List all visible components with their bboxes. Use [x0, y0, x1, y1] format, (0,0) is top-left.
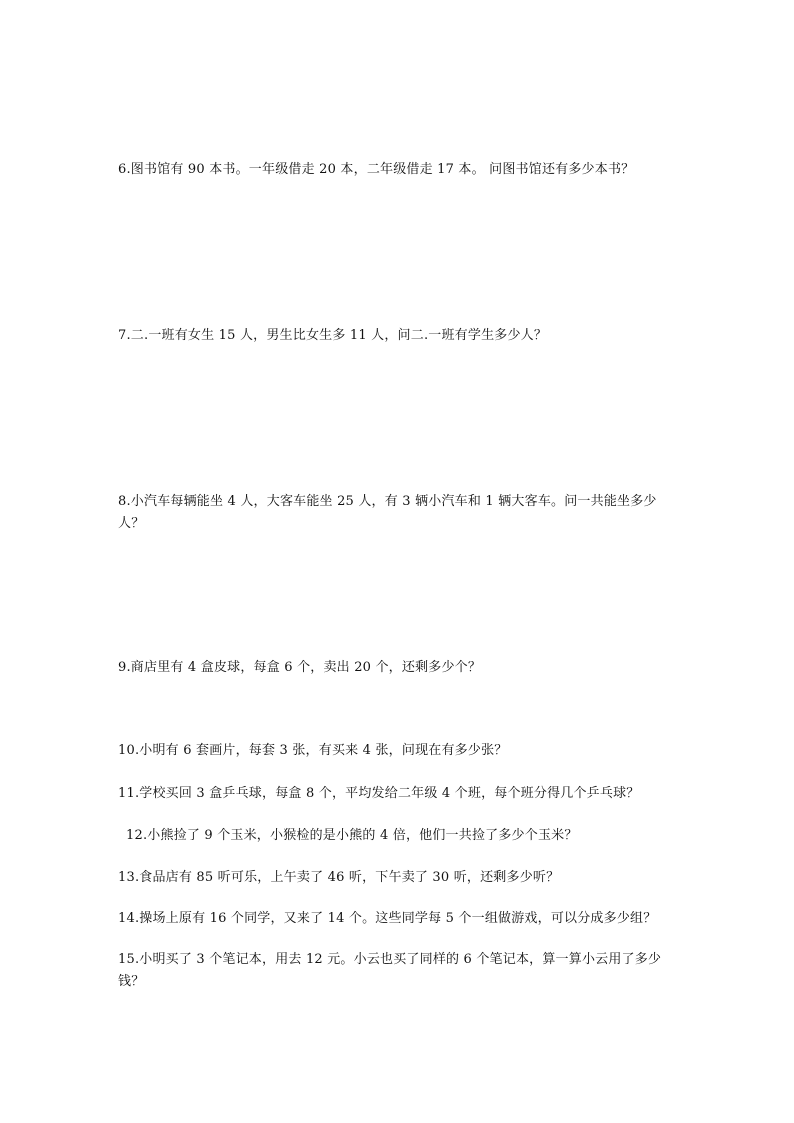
question-10: 10.小明有 6 套画片，每套 3 张，有买来 4 张，问现在有多少张？	[118, 743, 508, 758]
question-12: 12.小熊捡了 9 个玉米，小猴检的是小熊的 4 倍，他们一共捡了多少个玉米？	[126, 828, 578, 843]
question-9: 9.商店里有 4 盒皮球，每盒 6 个，卖出 20 个，还剩多少个？	[118, 660, 482, 675]
question-8: 8.小汽车每辆能坐 4 人，大客车能坐 25 人，有 3 辆小汽车和 1 辆大客车。问一共能坐多少人？	[118, 494, 657, 531]
question-13: 13.食品店有 85 听可乐，上午卖了 46 听，下午卖了 30 听，还剩多少听？	[118, 870, 560, 885]
question-7: 7.二.一班有女生 15 人，男生比女生多 11 人，问二.一班有学生多少人？	[118, 328, 548, 343]
question-15: 15.小明买了 3 个笔记本，用去 12 元。小云也买了同样的 6 个笔记本，算一算小云用了多少钱？	[118, 952, 662, 989]
question-11: 11.学校买回 3 盒乒乓球，每盒 8 个，平均发给二年级 4 个班，每个班分得几个乒乓球？	[118, 786, 640, 801]
question-6: 6.图书馆有 90 本书。一年级借走 20 本，二年级借走 17 本。 问图书馆还有多少本书？	[118, 162, 635, 177]
question-14: 14.操场上原有 16 个同学，又来了 14 个。这些同学每 5 个一组做游戏，可以分成多少组？	[118, 911, 657, 926]
